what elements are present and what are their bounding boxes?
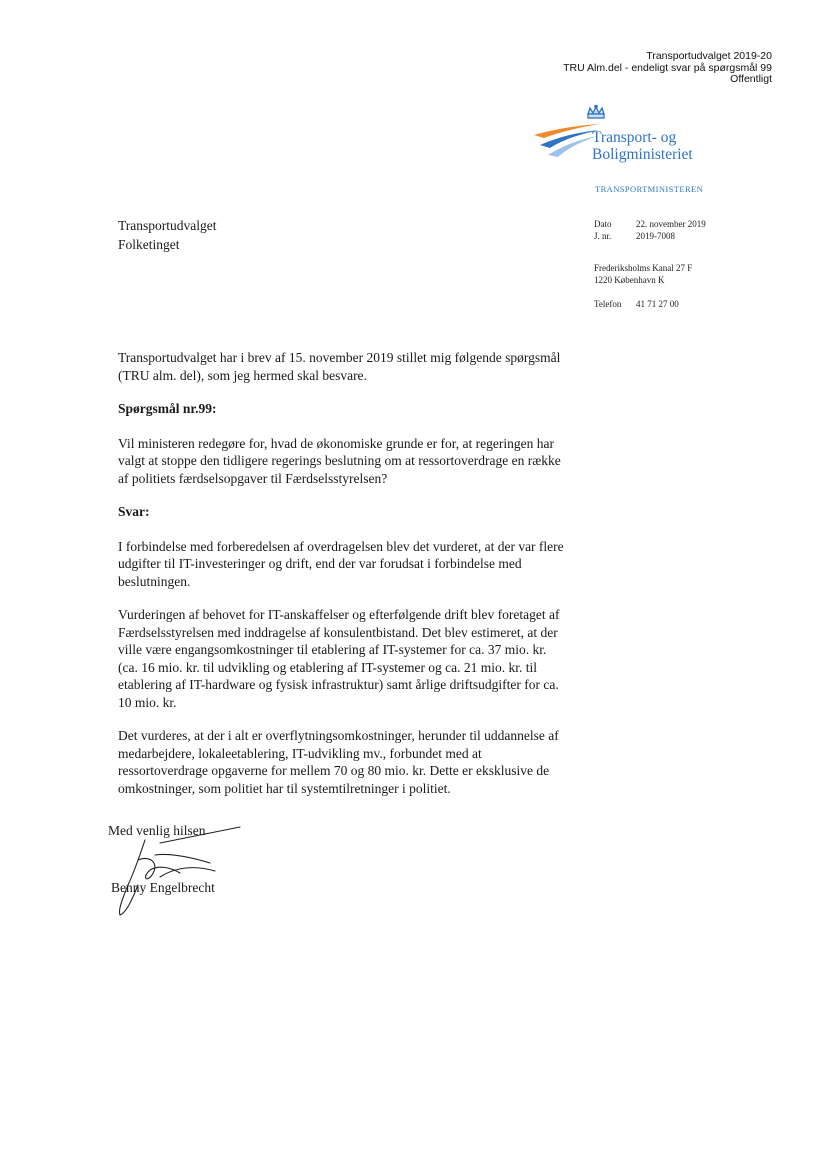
date-label: Dato: [594, 219, 612, 229]
letter-body: [118, 349, 566, 813]
phone-value: 41 71 27 00: [636, 299, 679, 309]
phone-label: Telefon: [594, 299, 622, 309]
handwritten-signature: [100, 815, 260, 925]
answer-paragraph-2: Vurderingen af behovet for IT-anskaffelser og efterfølgende drift blev foretaget af Færdselsstyrelsen med inddragelse af konsulentbistand. Det blev estimeret, at der ville være engangsomkostninger til etablering af IT-systemer for ca. 37 mio. kr. (ca. 16 mio. kr. til udvikling og etablering af IT-systemer og ca. 21 mio. kr. til etablering af IT-hardware og fysisk infrastruktur) samt årlige driftsudgifter for ca. 10 mio. kr.: [118, 607, 560, 710]
ministry-logo: [530, 105, 730, 167]
header-reference: TRU Alm.del - endeligt svar på spørgsmål 99: [563, 61, 772, 74]
recipient-line2: Folketinget: [118, 237, 180, 252]
phone-row: [594, 298, 706, 310]
answer-paragraph-1: I forbindelse med forberedelsen af overdragelsen blev det vurderet, at der var flere udgifter til IT-investeringer og drift, end der var forudsat i forbindelse med beslutningen.: [118, 538, 564, 589]
jnr-label: J. nr.: [594, 231, 612, 241]
letter-meta: [594, 218, 706, 310]
jnr-row: [594, 230, 706, 242]
header-committee: Transportudvalget 2019-20: [646, 50, 772, 62]
minister-title: TRANSPORTMINISTEREN: [595, 184, 704, 194]
answer-heading: Svar:: [118, 504, 150, 519]
answer-paragraph-3: Det vurderes, at der i alt er overflytningsomkostninger, herunder til uddannelse af medarbejdere, lokaleetablering, IT-udvikling mv., forbundet med at ressortoverdrage opgaverne for mellem 70 og 80 mio. kr. Dette er eksklusive de omkostninger, som politiet har til systemtilretninger i politiet.: [118, 728, 559, 796]
closing-greeting: Med venlig hilsen: [108, 823, 206, 838]
ministry-name: Transport- og Boligministeriet: [592, 129, 693, 163]
document-header: [563, 51, 772, 86]
recipient-line1: Transportudvalget: [118, 218, 217, 233]
sender-address: Frederiksholms Kanal 27 F 1220 København K: [594, 263, 693, 285]
date-row: [594, 218, 706, 230]
question-paragraph: Vil ministeren redegøre for, hvad de økonomiske grunde er for, at regeringen har valgt at stoppe den tidligere regerings beslutning om at ressortoverdrage en række af politiets færdselsopgaver til Færdselsstyrelsen?: [118, 435, 561, 486]
jnr-value: 2019-7008: [636, 231, 675, 241]
date-value: 22. november 2019: [636, 219, 706, 229]
question-heading: Spørgsmål nr.99:: [118, 401, 217, 416]
intro-paragraph: Transportudvalget har i brev af 15. november 2019 stillet mig følgende spørgsmål (TRU alm. del), som jeg hermed skal besvare.: [118, 350, 561, 383]
recipient-address: [118, 216, 217, 254]
header-classification: Offentligt: [730, 73, 772, 85]
signer-name: Benny Engelbrecht: [111, 880, 215, 895]
